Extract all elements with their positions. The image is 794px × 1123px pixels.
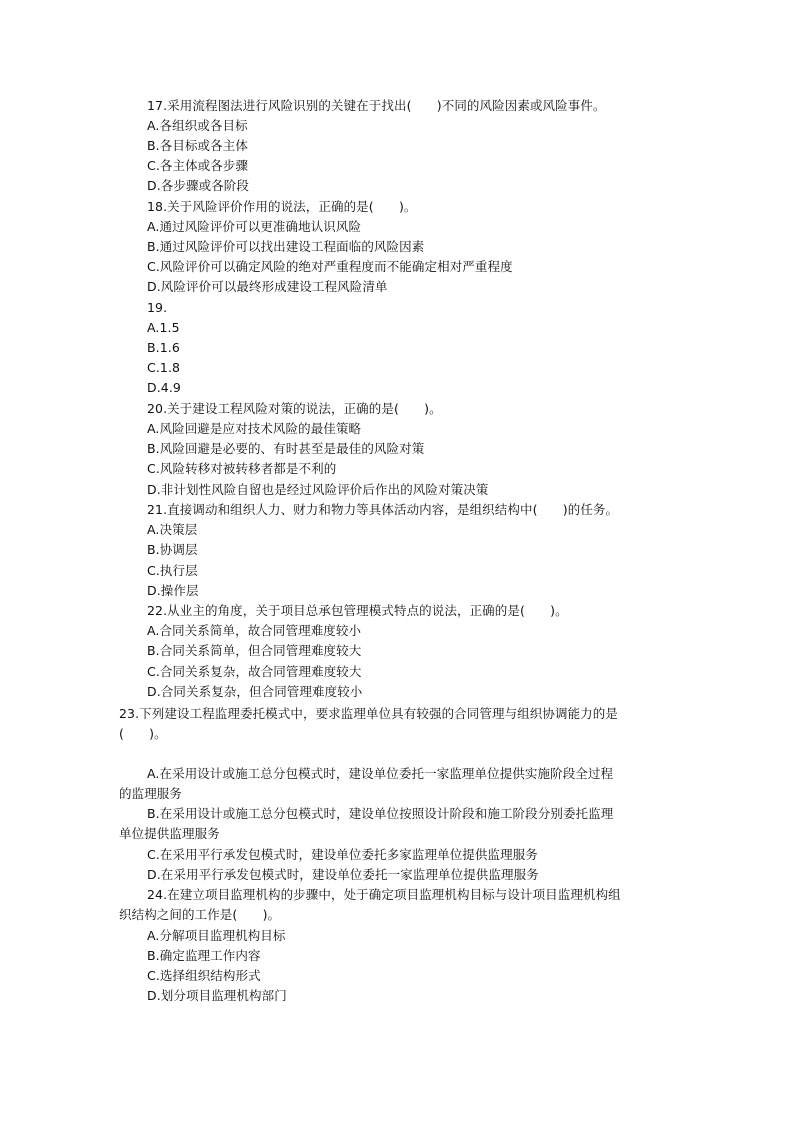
question-17-option-a: A.各组织或各目标 xyxy=(147,118,248,133)
question-17-option-d: D.各步骤或各阶段 xyxy=(147,178,249,193)
question-18-option-b: B.通过风险评价可以找出建设工程面临的风险因素 xyxy=(147,239,425,254)
question-20-option-c: C.风险转移对被转移者都是不利的 xyxy=(147,461,337,476)
question-18-option-a: A.通过风险评价可以更准确地认识风险 xyxy=(147,219,362,234)
question-17-option-b: B.各目标或各主体 xyxy=(147,138,248,153)
question-17-stem: 17.采用流程图法进行风险识别的关键在于找出( )不同的风险因素或风险事件。 xyxy=(147,98,606,113)
question-23-stem-line-1: 23.下列建设工程监理委托模式中，要求监理单位具有较强的合同管理与组织协调能力的是 xyxy=(119,706,618,721)
question-20-stem: 20.关于建设工程风险对策的说法，正确的是( )。 xyxy=(147,401,442,416)
question-22-option-c: C.合同关系复杂，故合同管理难度较大 xyxy=(147,664,362,679)
question-19-option-a: A.1.5 xyxy=(147,320,180,335)
question-21-option-b: B.协调层 xyxy=(147,542,198,557)
question-20-option-a: A.风险回避是应对技术风险的最佳策略 xyxy=(147,421,362,436)
question-18-option-c: C.风险评价可以确定风险的绝对严重程度而不能确定相对严重程度 xyxy=(147,259,513,274)
question-24-option-b: B.确定监理工作内容 xyxy=(147,948,261,963)
question-19-stem: 19. xyxy=(147,300,168,315)
question-21-stem: 21.直接调动和组织人力、财力和物力等具体活动内容，是组织结构中( )的任务。 xyxy=(147,502,619,517)
question-20-option-b: B.风险回避是必要的、有时甚至是最佳的风险对策 xyxy=(147,441,425,456)
question-17-option-c: C.各主体或各步骤 xyxy=(147,158,249,173)
question-19-option-c: C.1.8 xyxy=(147,360,181,375)
question-19-option-d: D.4.9 xyxy=(147,380,181,395)
question-21-option-d: D.操作层 xyxy=(147,583,199,598)
question-23-stem-line-2: ( )。 xyxy=(119,726,167,741)
question-23-option-b-line-2: 单位提供监理服务 xyxy=(119,826,220,841)
question-22-option-a: A.合同关系简单，故合同管理难度较小 xyxy=(147,623,362,638)
question-20-option-d: D.非计划性风险自留也是经过风险评价后作出的风险对策决策 xyxy=(147,482,489,497)
question-24-option-c: C.选择组织结构形式 xyxy=(147,968,261,983)
question-24-option-d: D.划分项目监理机构部门 xyxy=(147,988,287,1003)
question-23-option-c: C.在采用平行承发包模式时，建设单位委托多家监理单位提供监理服务 xyxy=(147,847,538,862)
question-22-option-d: D.合同关系复杂，但合同管理难度较小 xyxy=(147,684,363,699)
question-23-option-a-line-2: 的监理服务 xyxy=(119,786,183,801)
question-24-option-a: A.分解项目监理机构目标 xyxy=(147,928,286,943)
question-21-option-c: C.执行层 xyxy=(147,563,198,578)
question-18-stem: 18.关于风险评价作用的说法，正确的是( )。 xyxy=(147,199,417,214)
question-21-option-a: A.决策层 xyxy=(147,522,198,537)
question-24-stem-line-1: 24.在建立项目监理机构的步骤中，处于确定项目监理机构目标与设计项目监理机构组 xyxy=(147,887,621,902)
question-23-option-b-line-1: B.在采用设计或施工总分包模式时，建设单位按照设计阶段和施工阶段分别委托监理 xyxy=(147,806,614,821)
question-23-option-a-line-1: A.在采用设计或施工总分包模式时，建设单位委托一家监理单位提供实施阶段全过程 xyxy=(147,766,614,781)
question-19-option-b: B.1.6 xyxy=(147,340,180,355)
question-18-option-d: D.风险评价可以最终形成建设工程风险清单 xyxy=(147,279,388,294)
question-23-option-d: D.在采用平行承发包模式时，建设单位委托一家监理单位提供监理服务 xyxy=(147,867,539,882)
question-22-stem: 22.从业主的角度，关于项目总承包管理模式特点的说法，正确的是( )。 xyxy=(147,603,568,618)
question-24-stem-line-2: 织结构之间的工作是( )。 xyxy=(119,907,281,922)
question-22-option-b: B.合同关系简单，但合同管理难度较大 xyxy=(147,643,362,658)
